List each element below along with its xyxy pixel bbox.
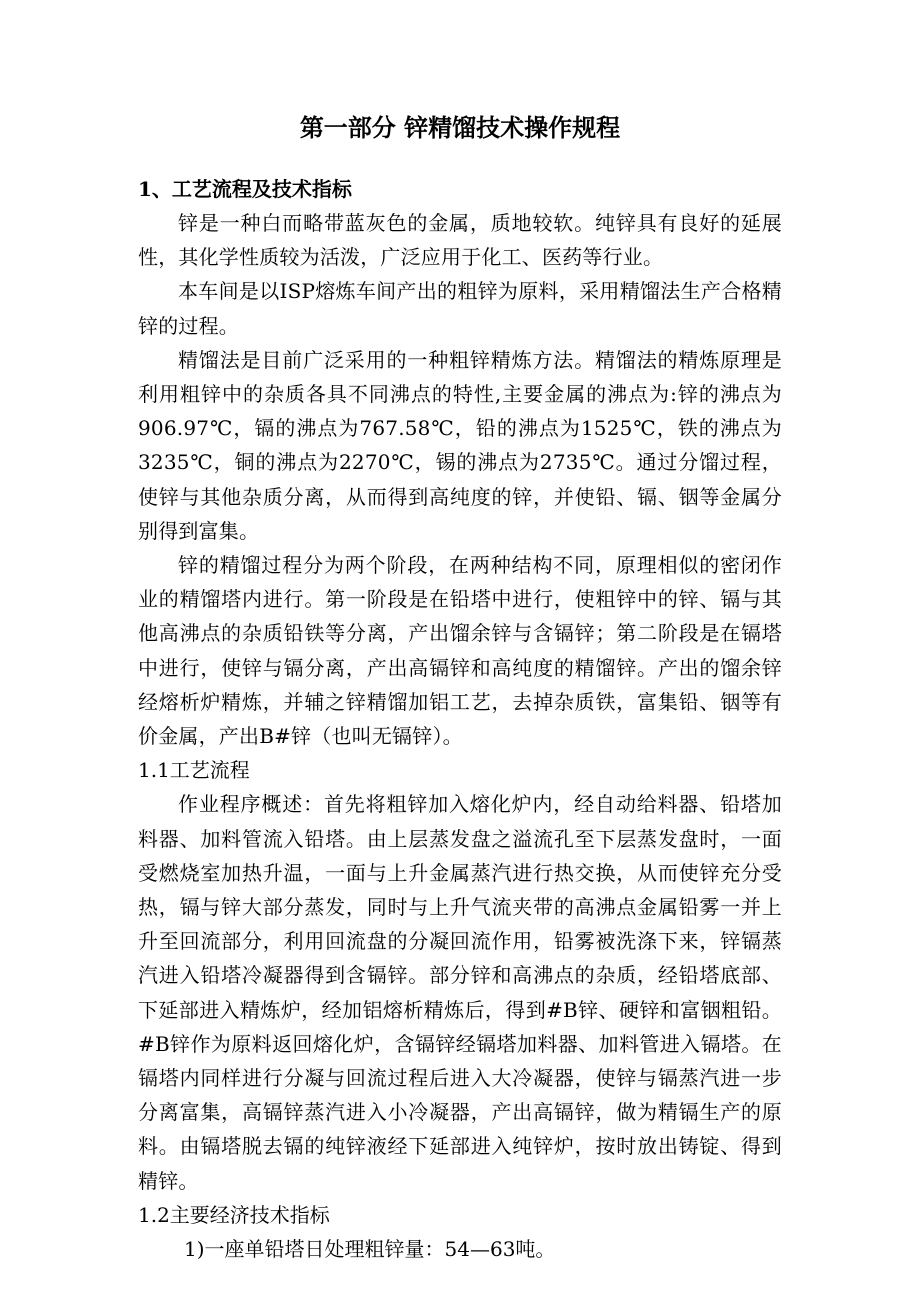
paragraph-process-overview: 作业程序概述：首先将粗锌加入熔化炉内，经自动给料器、铅塔加料器、加料管流入铅塔。由上层蒸发盘之溢流孔至下层蒸发盘时，一面受燃烧室加热升温，一面与上升金属蒸汽进行热交换，从而使锌充分受热，镉与锌大部分蒸发，同时与上升气流夹带的高沸点金属铅雾一并上升至回流部分，利用回流盘的分凝回流作用，铅雾被洗涤下来，锌镉蒸汽进入铅塔冷凝器得到含镉锌。部分锌和高沸点的杂质，经铅塔底部、下延部进入精炼炉，经加铝熔析精炼后，得到#B锌、硬锌和富铟粗铅。#B锌作为原料返回熔化炉，含镉锌经镉塔加料器、加料管进入镉塔。在镉塔内同样进行分凝与回流过程后进入大冷凝器，使锌与镉蒸汽进一步分离富集，高镉锌蒸汽进入小冷凝器，产出高镉锌，做为精镉生产的原料。由镉塔脱去镉的纯锌液经下延部进入纯锌炉，按时放出铸锭、得到精锌。 <box>138 792 782 1193</box>
subsection-heading-process-flow: 1.1工艺流程 <box>138 758 250 783</box>
section-heading-process: 1、工艺流程及技术指标 <box>138 177 352 201</box>
list-item-indicator: 1)一座单铅塔日处理粗锌量：54—63吨。 <box>184 1237 556 1262</box>
paragraph-zinc-properties: 锌是一种白而略带蓝灰色的金属，质地较软。纯锌具有良好的延展性，其化学性质较为活泼，广泛应用于化工、医药等行业。 <box>138 211 782 270</box>
paragraph-distillation-principle: 精馏法是目前广泛采用的一种粗锌精炼方法。精馏法的精炼原理是利用粗锌中的杂质各具不同沸点的特性,主要金属的沸点为:锌的沸点为906.97℃，镉的沸点为767.58℃，铅的沸点为1525℃，铁的沸点为3235℃，铜的沸点为2270℃，锡的沸点为2735℃。通过分馏过程，使锌与其他杂质分离，从而得到高纯度的锌，并使铅、镉、铟等金属分别得到富集。 <box>138 347 782 543</box>
paragraph-distillation-stages: 锌的精馏过程分为两个阶段，在两种结构不同，原理相似的密闭作业的精馏塔内进行。第一阶段是在铅塔中进行，使粗锌中的锌、镉与其他高沸点的杂质铅铁等分离，产出馏余锌与含镉锌；第二阶段是在镉塔中进行，使锌与镉分离，产出高镉锌和高纯度的精馏锌。产出的馏余锌经熔析炉精炼，并辅之锌精馏加铝工艺，去掉杂质铁，富集铅、铟等有价金属，产出B#锌（也叫无镉锌）。 <box>138 553 782 749</box>
document-body <box>138 172 782 1266</box>
paragraph-workshop-intro: 本车间是以ISP熔炼车间产出的粗锌为原料，采用精馏法生产合格精锌的过程。 <box>138 279 782 338</box>
document-title: 第一部分 锌精馏技术操作规程 <box>299 113 621 142</box>
subsection-heading-indicators: 1.2主要经济技术指标 <box>138 1202 330 1227</box>
